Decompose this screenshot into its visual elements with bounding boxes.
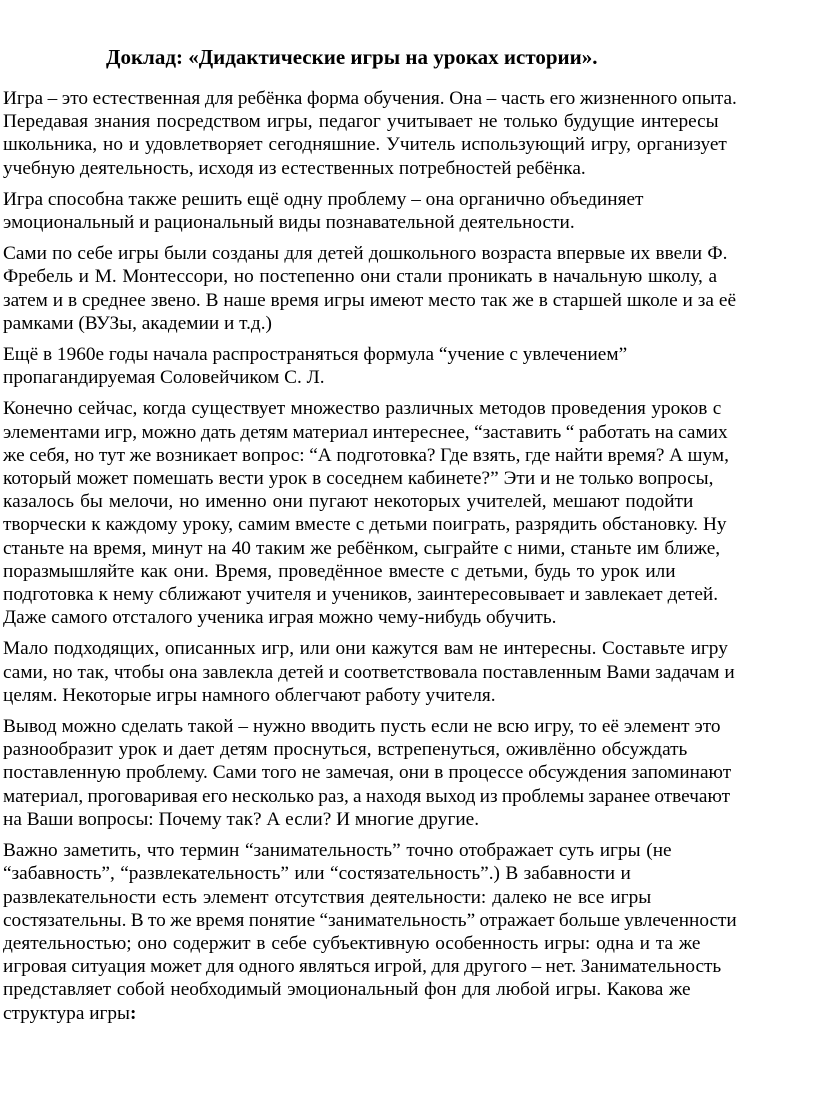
text-line-last (3, 1002, 816, 1025)
text-line: поразмышляйте как они. Время, проведённое вместе с детьми, будь то урок или (3, 560, 676, 582)
text-line: Передавая знания посредством игры, педагог учитывает не только будущие интересы (3, 111, 719, 133)
text-line: целям. Некоторые игры намного облегчают работу учителя. (3, 684, 496, 706)
paragraph-7 (0, 715, 816, 831)
paragraph-4 (0, 343, 816, 389)
text-line: игровая ситуация может для одного являться игрой, для другого – нет. Занимательность (3, 956, 722, 978)
text-line: эмоциональный и рациональный виды познавательной деятельности. (3, 212, 575, 234)
text-line: Мало подходящих, описанных игр, или они кажутся вам не интересны. Составьте игру (3, 638, 728, 660)
text-line: затем и в среднее звено. В наше время игры имеют место так же в старшей школе и за её (3, 289, 737, 311)
paragraph-5 (0, 397, 816, 629)
text-line: школьника, но и удовлетворяет сегодняшние. Учитель использующий игру, организует (3, 134, 727, 156)
text-line: сами, но так, чтобы она завлекла детей и соответствовала поставленным Вами задачам и (3, 661, 735, 683)
text-line: пропагандируемая Соловейчиком С. Л. (3, 367, 325, 389)
bold-colon: : (130, 1002, 137, 1024)
text-line: Ещё в 1960е годы начала распространяться формула “учение с увлечением” (3, 344, 628, 366)
paragraph-8 (0, 839, 816, 1025)
text-line: подготовка к нему сближают учителя и учеников, заинтересовывает и завлекает детей. (3, 584, 719, 606)
text-line: деятельностью; оно содержит в себе субъективную особенность игры: одна и та же (3, 932, 701, 954)
text-line: Сами по себе игры были созданы для детей дошкольного возраста впервые их ввели Ф. (3, 243, 728, 265)
paragraph-3 (0, 242, 816, 335)
text-line: Игра способна также решить ещё одну проблему – она органично объединяет (3, 188, 644, 210)
document-title: Доклад: «Дидактические игры на уроках истории». (106, 45, 598, 69)
paragraph-6 (0, 637, 816, 707)
text-line: Конечно сейчас, когда существует множество различных методов проведения уроков с (3, 398, 722, 420)
text-line: который может помешать вести урок в соседнем кабинете?” Эти и не только вопросы, (3, 468, 714, 490)
text-line: Вывод можно сделать такой – нужно вводить пусть если не всю игру, то её элемент это (3, 716, 721, 738)
paragraph-2 (0, 188, 816, 234)
text-line: же себя, но тут же возникает вопрос: “А подготовка? Где взять, где найти время? А шум, (3, 444, 729, 466)
document-body (0, 87, 816, 1033)
text-line: “забавность”, “развлекательность” или “состязательность”.) В забавности и (3, 863, 631, 885)
text-line: Даже самого отсталого ученика играя можно чему-нибудь обучить. (3, 607, 557, 629)
paragraph-1 (0, 87, 816, 180)
text-line: учебную деятельность, исходя из естественных потребностей ребёнка. (3, 157, 586, 179)
text-line: станьте на время, минут на 40 таким же ребёнком, сыграйте с ними, станьте им ближе, (3, 537, 721, 559)
text-line: Фребель и М. Монтессори, но постепенно они стали проникать в начальную школу, а (3, 266, 718, 288)
text-line: развлекательности есть элемент отсутствия деятельности: далеко не все игры (3, 886, 652, 908)
text-line: элементами игр, можно дать детям материал интереснее, “заставить “ работать на самих (3, 421, 728, 443)
text-line: структура игры (3, 1002, 131, 1024)
text-line: материал, проговаривая его несколько раз, а находя выход из проблемы заранее отвечают (3, 785, 731, 807)
text-line: поставленную проблему. Сами того не замечая, они в процессе обсуждения запоминают (3, 762, 732, 784)
text-line: разнообразит урок и дает детям проснуться, встрепенуться, оживлённо обсуждать (3, 739, 688, 761)
text-line: рамками (ВУЗы, академии и т.д.) (3, 312, 272, 334)
text-line: Игра – это естественная для ребёнка форма обучения. Она – часть его жизненного опыта. (3, 88, 737, 109)
text-line: Важно заметить, что термин “занимательность” точно отображает суть игры (не (3, 840, 672, 862)
text-line: на Ваши вопросы: Почему так? А если? И многие другие. (3, 808, 480, 830)
text-line: представляет собой необходимый эмоциональный фон для любой игры. Какова же (3, 979, 691, 1001)
text-line: казалось бы мелочи, но именно они пугают некоторых учителей, мешают подойти (3, 491, 694, 513)
text-line: состязательны. В то же время понятие “занимательность” отражает больше увлеченности (3, 909, 737, 931)
text-line: творчески к каждому уроку, самим вместе с детьми поиграть, разрядить обстановку. Ну (3, 514, 727, 536)
